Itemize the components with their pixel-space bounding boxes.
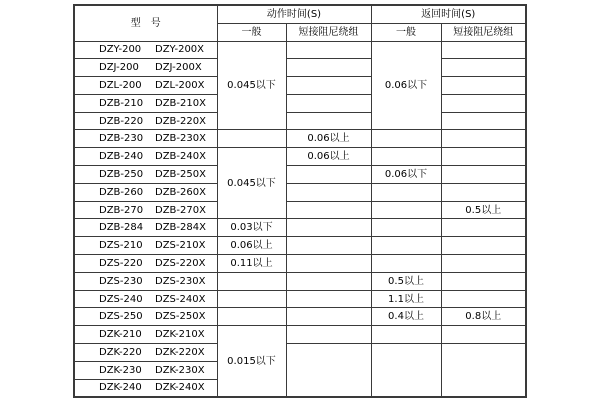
return-general-cell: 1.1以上: [371, 290, 441, 308]
return-general-cell: 0.06以下: [371, 41, 441, 130]
return-general-cell: [371, 344, 441, 397]
action-general-cell: 0.06以上: [217, 237, 286, 255]
model-cell: [74, 379, 217, 397]
return-damped-cell: [441, 130, 526, 148]
table-row: [74, 130, 526, 148]
action-general-cell: 0.11以上: [217, 255, 286, 273]
model-name-x: DZB-230X: [155, 133, 206, 145]
action-damped-cell: [286, 272, 371, 290]
return-damped-cell: [441, 326, 526, 344]
model-name-x: DZJ-200X: [155, 62, 202, 74]
model-pair: [75, 98, 217, 109]
action-damped-cell: [286, 326, 371, 344]
return-damped-cell: [441, 77, 526, 95]
table-row: [74, 183, 526, 201]
action-damped-cell: [286, 77, 371, 95]
model-name-x: DZS-220X: [155, 257, 206, 269]
return-general-cell: [371, 237, 441, 255]
model-name-x: DZB-260X: [155, 186, 206, 198]
action-general-cell: [217, 272, 286, 290]
action-damped-cell: [286, 308, 371, 326]
model-name: DZY-200: [99, 44, 142, 56]
table-row: [74, 112, 526, 130]
header-return-general: 一般: [371, 23, 441, 41]
model-pair: [75, 151, 217, 162]
table-header: [74, 5, 526, 41]
action-damped-cell: [286, 255, 371, 273]
model-cell: [74, 59, 217, 77]
return-damped-cell: [441, 41, 526, 59]
action-damped-cell: [286, 237, 371, 255]
action-damped-cell: [286, 59, 371, 77]
table-row: [74, 59, 526, 77]
model-name-x: DZK-240X: [155, 382, 205, 394]
model-name: DZL-200: [99, 79, 142, 91]
table-row: [74, 290, 526, 308]
return-general-cell: [371, 130, 441, 148]
model-cell: [74, 290, 217, 308]
model-pair: [75, 294, 217, 305]
model-pair: [75, 62, 217, 73]
return-general-cell: 0.5以上: [371, 272, 441, 290]
return-damped-cell: [441, 219, 526, 237]
table-row: [74, 219, 526, 237]
model-cell: [74, 219, 217, 237]
model-name: DZB-270: [99, 204, 144, 216]
model-name-x: DZB-210X: [155, 97, 206, 109]
model-name-x: DZK-230X: [155, 364, 205, 376]
table-row: [74, 77, 526, 95]
return-general-cell: 0.4以上: [371, 308, 441, 326]
model-name-x: DZS-230X: [155, 275, 206, 287]
header-return-time: 返回时间(S): [371, 5, 526, 23]
model-name-x: DZB-240X: [155, 151, 206, 163]
model-name: DZB-220: [99, 115, 144, 127]
action-damped-cell: [286, 41, 371, 59]
model-pair: [75, 329, 217, 340]
action-general-cell: 0.015以下: [217, 326, 286, 397]
model-name-x: DZS-210X: [155, 240, 206, 252]
action-general-cell: 0.03以下: [217, 219, 286, 237]
model-pair: [75, 205, 217, 216]
return-general-cell: [371, 326, 441, 344]
action-general-cell: 0.045以下: [217, 41, 286, 130]
model-pair: [75, 133, 217, 144]
table-row: [74, 166, 526, 184]
table-row: [74, 308, 526, 326]
model-pair: [75, 382, 217, 393]
return-damped-cell: [441, 148, 526, 166]
table-row: [74, 94, 526, 112]
action-general-cell: [217, 308, 286, 326]
model-name: DZK-240: [99, 382, 142, 394]
model-cell: [74, 183, 217, 201]
model-cell: [74, 361, 217, 379]
model-name: DZK-210: [99, 329, 142, 341]
return-damped-cell: [441, 59, 526, 77]
table-body: [74, 41, 526, 397]
model-pair: [75, 258, 217, 269]
model-cell: [74, 41, 217, 59]
model-pair: [75, 240, 217, 251]
model-name: DZB-240: [99, 151, 144, 163]
return-damped-cell: 0.8以上: [441, 308, 526, 326]
return-general-cell: [371, 148, 441, 166]
model-cell: [74, 148, 217, 166]
model-name: DZS-220: [99, 257, 143, 269]
table-row: [74, 41, 526, 59]
model-pair: [75, 169, 217, 180]
model-name: DZS-250: [99, 311, 143, 323]
header-action-damped-winding: 短接阻尼绕组: [286, 23, 371, 41]
table-row: [74, 344, 526, 362]
table-row: [74, 272, 526, 290]
model-name: DZB-250: [99, 168, 144, 180]
table-row: [74, 237, 526, 255]
model-name: DZJ-200: [99, 62, 139, 74]
model-cell: [74, 201, 217, 219]
model-pair: [75, 222, 217, 233]
model-name-x: DZS-250X: [155, 311, 206, 323]
action-damped-cell: [286, 219, 371, 237]
action-general-cell: [217, 130, 286, 148]
action-damped-cell: [286, 166, 371, 184]
model-name: DZB-260: [99, 186, 144, 198]
model-pair: [75, 187, 217, 198]
model-cell: [74, 94, 217, 112]
model-pair: [75, 347, 217, 358]
table-row: [74, 201, 526, 219]
model-name: DZS-240: [99, 293, 143, 305]
model-name-x: DZS-240X: [155, 293, 206, 305]
action-damped-cell: [286, 112, 371, 130]
action-damped-cell: [286, 344, 371, 397]
return-damped-cell: [441, 112, 526, 130]
model-cell: [74, 130, 217, 148]
model-cell: [74, 112, 217, 130]
return-damped-cell: 0.5以上: [441, 201, 526, 219]
header-group-row: [74, 5, 526, 23]
relay-spec-table-container: [73, 4, 527, 398]
model-name-x: DZB-270X: [155, 204, 206, 216]
model-name: DZS-210: [99, 240, 143, 252]
action-damped-cell: [286, 94, 371, 112]
model-name: DZK-220: [99, 346, 142, 358]
model-pair: [75, 116, 217, 127]
action-damped-cell: 0.06以上: [286, 148, 371, 166]
model-cell: [74, 308, 217, 326]
return-general-cell: [371, 201, 441, 219]
action-damped-cell: [286, 290, 371, 308]
model-name: DZB-284: [99, 222, 144, 234]
model-pair: [75, 365, 217, 376]
model-cell: [74, 272, 217, 290]
model-cell: [74, 166, 217, 184]
model-name-x: DZY-200X: [155, 44, 205, 56]
model-name-x: DZL-200X: [155, 79, 205, 91]
header-return-damped-winding: 短接阻尼绕组: [441, 23, 526, 41]
table-row: [74, 326, 526, 344]
table-row: [74, 255, 526, 273]
header-model: 型 号: [74, 5, 217, 41]
return-damped-cell: [441, 290, 526, 308]
model-name: DZB-230: [99, 133, 144, 145]
return-damped-cell: [441, 272, 526, 290]
table-row: [74, 148, 526, 166]
action-damped-cell: [286, 201, 371, 219]
return-general-cell: [371, 183, 441, 201]
header-action-general: 一般: [217, 23, 286, 41]
model-cell: [74, 326, 217, 344]
model-pair: [75, 311, 217, 322]
model-cell: [74, 77, 217, 95]
return-general-cell: 0.06以下: [371, 166, 441, 184]
model-cell: [74, 237, 217, 255]
model-pair: [75, 276, 217, 287]
model-name-x: DZB-220X: [155, 115, 206, 127]
model-name: DZS-230: [99, 275, 143, 287]
return-damped-cell: [441, 344, 526, 397]
return-damped-cell: [441, 94, 526, 112]
model-cell: [74, 255, 217, 273]
action-general-cell: [217, 290, 286, 308]
model-cell: [74, 344, 217, 362]
model-name: DZB-210: [99, 97, 144, 109]
return-general-cell: [371, 219, 441, 237]
model-name-x: DZK-220X: [155, 346, 205, 358]
relay-spec-table: [73, 4, 527, 398]
model-pair: [75, 44, 217, 55]
model-pair: [75, 80, 217, 91]
action-general-cell: 0.045以下: [217, 148, 286, 219]
header-action-time: 动作时间(S): [217, 5, 371, 23]
action-damped-cell: 0.06以上: [286, 130, 371, 148]
return-general-cell: [371, 255, 441, 273]
return-damped-cell: [441, 237, 526, 255]
return-damped-cell: [441, 166, 526, 184]
return-damped-cell: [441, 183, 526, 201]
model-name-x: DZK-210X: [155, 329, 205, 341]
model-name-x: DZB-250X: [155, 168, 206, 180]
model-name: DZK-230: [99, 364, 142, 376]
return-damped-cell: [441, 255, 526, 273]
action-damped-cell: [286, 183, 371, 201]
model-name-x: DZB-284X: [155, 222, 206, 234]
